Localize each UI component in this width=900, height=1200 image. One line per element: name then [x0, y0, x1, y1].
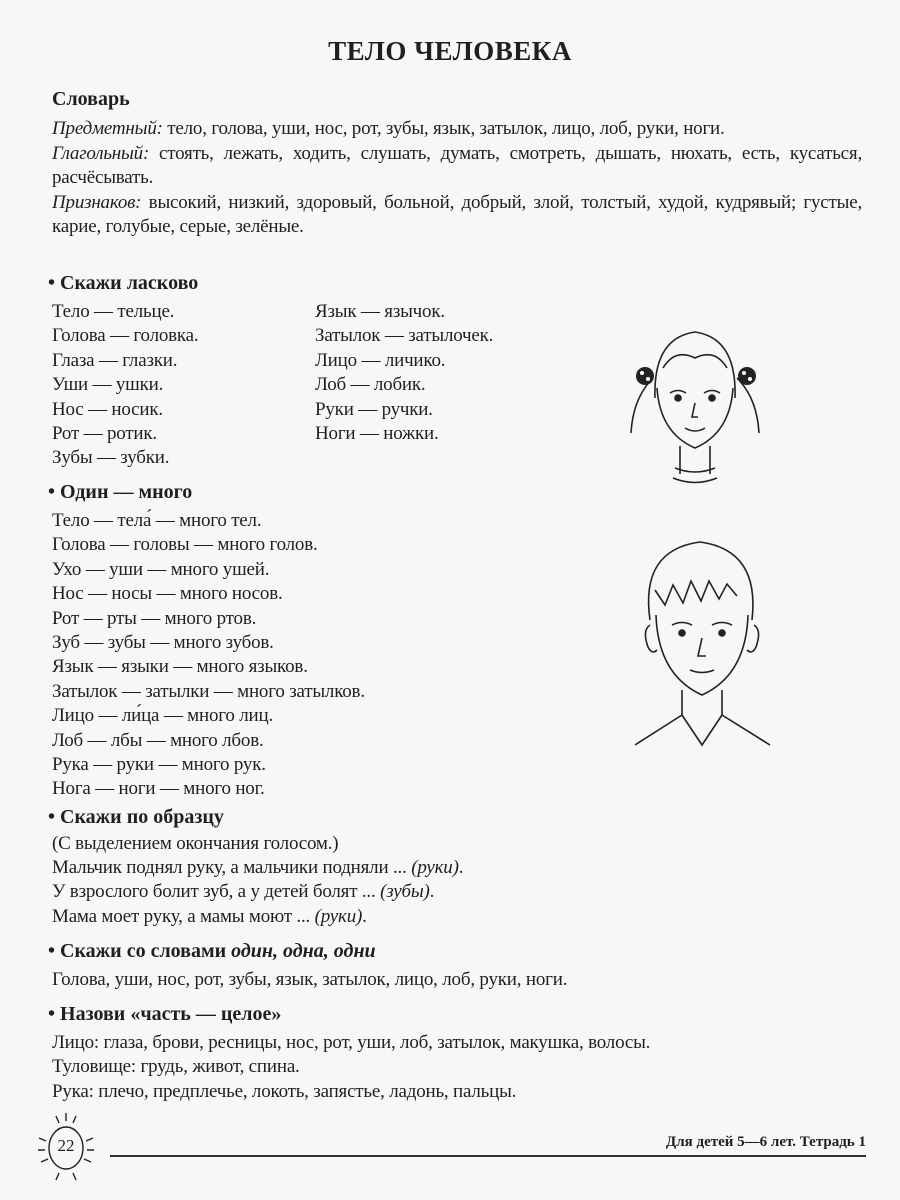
end: .: [458, 857, 464, 878]
list-item: Нос — носы — много носов.: [52, 583, 283, 605]
list-item: Язык — языки — много языков.: [52, 656, 308, 678]
list-item: Лицо: глаза, брови, ресницы, нос, рот, уши, лоб, затылок, макушка, волосы.: [52, 1032, 651, 1053]
list-item: Тело — тела́ — много тел.: [52, 510, 262, 531]
label: Признаков:: [52, 191, 142, 213]
example-line: [52, 856, 463, 880]
by-example-list: [52, 856, 463, 929]
one-many-heading: • Один — много: [48, 481, 192, 504]
list-item: Рот — рты — много ртов.: [52, 607, 257, 629]
end: .: [362, 905, 367, 927]
list-item: Нога — ноги — много ног.: [52, 778, 265, 800]
footer-rule: [110, 1155, 866, 1157]
list-item: Рот — ротик.: [52, 422, 157, 444]
list-item: Лоб — лбы — много лбов.: [52, 729, 264, 751]
list-item: Лоб — лобик.: [315, 374, 426, 396]
list-item: Язык — язычок.: [315, 301, 445, 322]
answer: (руки): [314, 905, 363, 927]
affectionate-col2: [315, 300, 493, 446]
heading-italic: один, одна, одни: [231, 940, 376, 962]
list-item: Затылок — затылочек.: [315, 325, 494, 347]
list-item: Рука: плечо, предплечье, локоть, запястье, ладонь, пальцы.: [52, 1080, 517, 1102]
list-item: Ноги — ножки.: [315, 422, 439, 444]
list-item: Голова — головка.: [52, 325, 199, 347]
list-item: Ухо — уши — много ушей.: [52, 558, 270, 580]
by-example-note: (С выделением окончания голосом.): [52, 833, 339, 854]
list-item: Руки — ручки.: [315, 398, 433, 420]
page-number: 22: [57, 1136, 75, 1155]
list-item: Голова — головы — много голов.: [52, 534, 318, 556]
dictionary-heading: Словарь: [52, 88, 130, 110]
example-line: [52, 880, 463, 904]
text: У взрослого болит зуб, а у детей болят ...: [52, 881, 381, 903]
with-words-line: Голова, уши, нос, рот, зубы, язык, затылок, лицо, лоб, руки, ноги.: [52, 969, 568, 990]
list-item: Рука — руки — много рук.: [52, 753, 266, 775]
page-title: ТЕЛО ЧЕЛОВЕКА: [328, 36, 572, 66]
dictionary-section: [52, 117, 862, 240]
text: высокий, низкий, здоровый, больной, добрый, злой, толстый, худой, кудрявый; густые, карие, голубые, серые, зелёные.: [52, 191, 862, 237]
dictionary-item-attribute: [52, 191, 862, 240]
dictionary-item-verb: [52, 142, 862, 191]
end: .: [429, 881, 435, 903]
girl-illustration: [615, 318, 775, 503]
answer: (руки): [411, 857, 459, 878]
list-item: Лицо — ли́ца — много лиц.: [52, 705, 274, 727]
text: стоять, лежать, ходить, слушать, думать, смотреть, дышать, нюхать, есть, кусаться, расчёсывать.: [52, 142, 862, 188]
text: Мальчик поднял руку, а мальчики подняли ...: [52, 857, 412, 878]
heading-text: Скажи со словами: [60, 940, 232, 962]
text: тело, голова, уши, нос, рот, зубы, язык, затылок, лицо, лоб, руки, ноги.: [162, 118, 725, 139]
part-whole-list: [52, 1031, 650, 1104]
text: Мама моет руку, а мамы моют ...: [52, 905, 315, 927]
list-item: Затылок — затылки — много затылков.: [52, 680, 365, 702]
example-line: [52, 905, 463, 929]
list-item: Тело — тельце.: [52, 301, 175, 322]
label: Глагольный:: [52, 142, 150, 164]
with-words-heading: [48, 940, 376, 963]
affectionate-col1: [52, 300, 198, 471]
label: Предметный:: [52, 118, 163, 139]
answer: (зубы): [380, 881, 430, 903]
one-many-list: [52, 509, 365, 802]
list-item: Глаза — глазки.: [52, 349, 178, 371]
by-example-heading: • Скажи по образцу: [48, 806, 224, 829]
list-item: Нос — носик.: [52, 398, 163, 420]
footer-caption: Для детей 5—6 лет. Тетрадь 1: [665, 1134, 866, 1150]
list-item: Туловище: грудь, живот, спина.: [52, 1056, 300, 1078]
list-item: Уши — ушки.: [52, 374, 164, 396]
list-item: Зубы — зубки.: [52, 447, 170, 469]
dictionary-item-subject: [52, 117, 862, 142]
boy-illustration: [610, 530, 795, 765]
list-item: Зуб — зубы — много зубов.: [52, 631, 274, 653]
part-whole-heading: • Назови «часть — целое»: [48, 1003, 281, 1026]
list-item: Лицо — личико.: [315, 349, 446, 371]
affectionate-heading: • Скажи ласково: [48, 272, 198, 295]
